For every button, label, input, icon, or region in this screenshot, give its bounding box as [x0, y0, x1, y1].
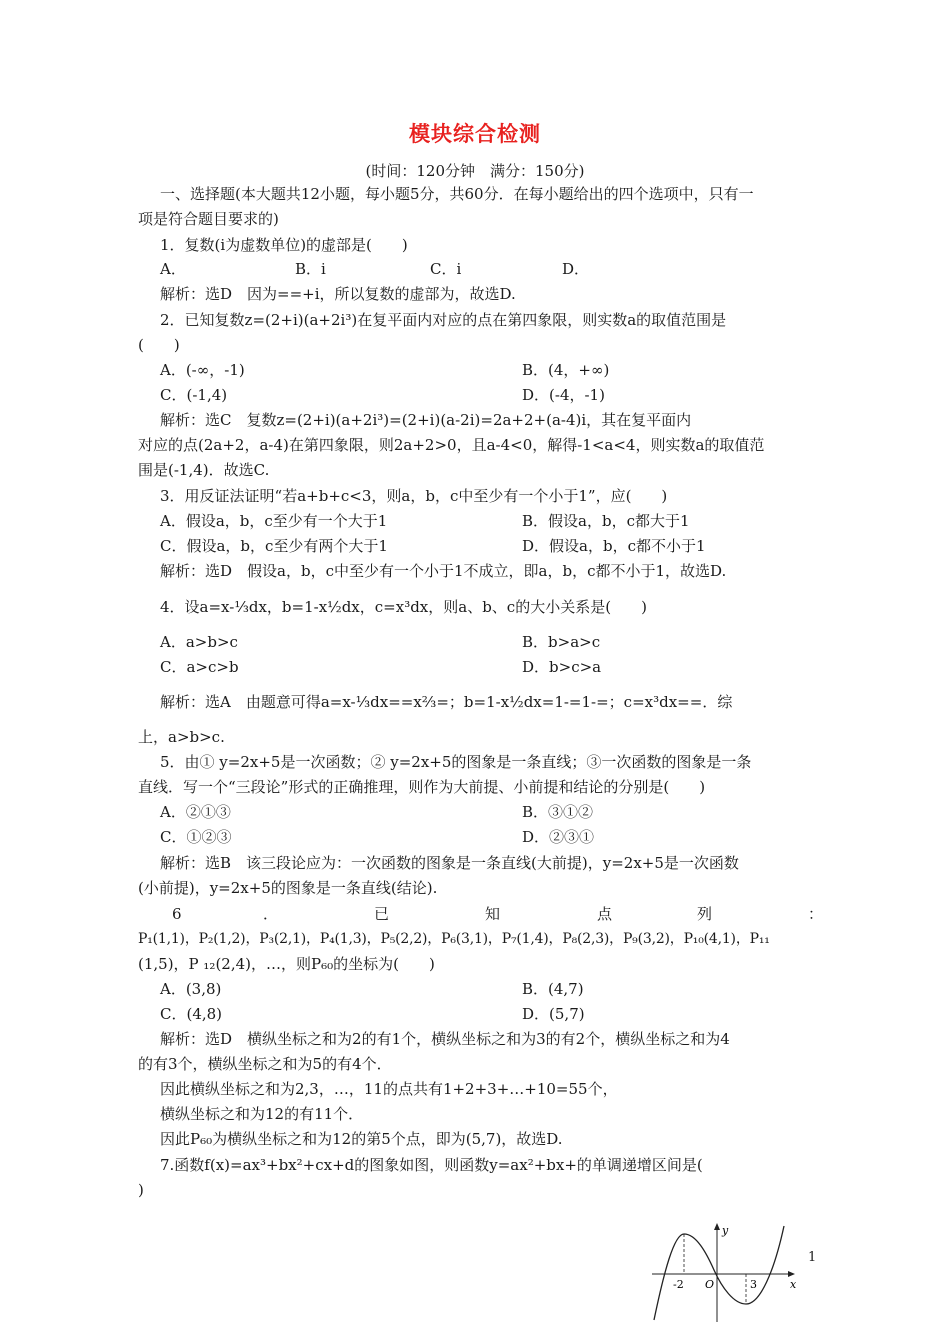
q3-stem: 3．用反证法证明“若a+b+c<3，则a，b，c中至少有一个小于1”，应( )	[160, 487, 668, 505]
q4-options-row1	[0, 632, 950, 652]
page-number: 1	[808, 1250, 817, 1265]
q3-options-row1	[0, 511, 950, 531]
q4-option-c: C．a>c>b	[160, 658, 239, 676]
q5-answer-cont: (小前提)，y=2x+5的图象是一条直线(结论).	[138, 879, 438, 897]
q6-stem-char: 已	[374, 905, 390, 923]
q5-stem-cont: 直线．写一个“三段论”形式的正确推理，则作为大前提、小前提和结论的分别是( )	[138, 778, 706, 796]
q6-answer-line5: 因此P₆₀为横纵坐标之和为12的第5个点，即为(5,7)，故选D.	[160, 1130, 563, 1148]
q4-option-d: D．b>c>a	[522, 658, 602, 676]
cubic-function-graph	[650, 1222, 800, 1327]
q5-stem: 5．由① y=2x+5是一次函数；② y=2x+5的图象是一条直线；③一次函数的图象是一条	[160, 753, 752, 771]
q5-options-row2	[0, 827, 950, 847]
q4-option-a: A．a>b>c	[160, 633, 238, 651]
q2-option-c: C．(-1,4)	[160, 386, 228, 404]
q4-options-row2	[0, 657, 950, 677]
q6-stem-justified	[0, 904, 950, 924]
q6-answer-cont: 的有3个，横纵坐标之和为5的有4个．	[138, 1055, 392, 1073]
origin-label: O	[705, 1278, 715, 1291]
q6-answer-line4: 横纵坐标之和为12的有11个．	[160, 1105, 364, 1123]
exam-info: (时间：120分钟 满分：150分)	[365, 162, 585, 180]
q1-option-a: A．	[160, 260, 186, 278]
tick-label-3: 3	[750, 1278, 757, 1291]
q6-stem-colon: ：	[808, 905, 824, 923]
q5-options-row1	[0, 802, 950, 822]
q4-answer-cont: 上，a>b>c.	[138, 728, 225, 746]
q6-stem-char: 知	[485, 905, 501, 923]
q2-option-d: D．(-4，-1)	[522, 386, 605, 404]
section-heading-cont: 项是符合题目要求的)	[138, 210, 279, 228]
q6-option-b: B．(4,7)	[522, 980, 584, 998]
q6-option-c: C．(4,8)	[160, 1005, 223, 1023]
q6-options-row1	[0, 979, 950, 999]
q6-stem-char: 列	[697, 905, 713, 923]
q2-stem: 2．已知复数z=(2+i)(a+2i³)在复平面内对应的点在第四象限，则实数a的取值范围是	[160, 311, 727, 329]
q4-option-b: B．b>a>c	[522, 633, 601, 651]
q3-option-a: A．假设a，b，c至少有一个大于1	[160, 512, 388, 530]
q6-stem-char: 点	[597, 905, 613, 923]
q5-answer: 解析：选B 该三段论应为：一次函数的图象是一条直线(大前提)，y=2x+5是一次函数	[160, 854, 739, 872]
q6-option-d: D．(5,7)	[522, 1005, 585, 1023]
tick-label-neg2: -2	[673, 1278, 684, 1291]
q2-options-row1	[0, 360, 950, 380]
q2-answer: 解析：选C 复数z=(2+i)(a+2i³)=(2+i)(a-2i)=2a+2+(a-4)i，其在复平面内	[160, 411, 692, 429]
q5-option-b: B．③①②	[522, 803, 594, 821]
x-axis-arrow	[788, 1271, 795, 1277]
section-heading: 一、选择题(本大题共12小题，每小题5分，共60分．在每小题给出的四个选项中，只有一	[160, 185, 754, 203]
q3-option-c: C．假设a，b，c至少有两个大于1	[160, 537, 388, 555]
page-title: 模块综合检测	[409, 121, 541, 146]
y-axis-arrow	[714, 1223, 720, 1230]
q6-option-a: A．(3,8)	[160, 980, 222, 998]
q2-answer-end: 围是(-1,4)．故选C.	[138, 461, 270, 479]
q1-options	[0, 259, 950, 279]
q6-stem-dot: ．	[263, 905, 279, 923]
q5-option-a: A．②①③	[160, 803, 231, 821]
q4-stem: 4．设a=x-⅓dx，b=1-x½dx，c=x³dx，则a、b、c的大小关系是( )	[160, 598, 647, 616]
q6-stem-number: 6	[172, 905, 182, 923]
q3-options-row2	[0, 536, 950, 556]
q3-answer: 解析：选D 假设a，b，c中至少有一个小于1不成立，即a，b，c都不小于1，故选D.	[160, 562, 727, 580]
q6-stem-cont: (1,5)，P ₁₂(2,4)，…，则P₆₀的坐标为( )	[138, 955, 435, 973]
q4-answer: 解析：选A 由题意可得a=x-⅓dx==x⅔=；b=1-x½dx=1-=1-=；c=x³dx==．综	[160, 693, 733, 711]
q6-answer-line3: 因此横纵坐标之和为2,3，…，11的点共有1+2+3+…+10=55个，	[160, 1080, 618, 1098]
q1-stem: 1．复数(i为虚数单位)的虚部是( )	[160, 236, 408, 254]
q5-option-d: D．②③①	[522, 828, 595, 846]
q1-answer: 解析：选D 因为==+i，所以复数的虚部为，故选D.	[160, 285, 516, 303]
q2-options-row2	[0, 385, 950, 405]
q1-option-b: B．i	[295, 260, 326, 278]
q6-point-list: P₁(1,1)，P₂(1,2)，P₃(2,1)，P₄(1,3)，P₅(2,2)，P₆(3,1)，P₇(1,4)，P₈(2,3)，P₉(3,2)，P₁₀(4,1)，P₁₁	[138, 931, 770, 947]
cubic-curve	[654, 1226, 784, 1320]
q6-answer: 解析：选D 横纵坐标之和为2的有1个，横纵坐标之和为3的有2个，横纵坐标之和为4	[160, 1030, 730, 1048]
q2-option-a: A．(-∞，-1)	[160, 361, 245, 379]
q2-answer-cont: 对应的点(2a+2，a-4)在第四象限，则2a+2>0，且a-4<0，解得-1<a<4，则实数a的取值范	[138, 436, 765, 454]
q3-option-d: D．假设a，b，c都不小于1	[522, 537, 706, 555]
q2-option-b: B．(4，+∞)	[522, 361, 610, 379]
q5-option-c: C．①②③	[160, 828, 232, 846]
q2-stem-cont: ( )	[138, 336, 180, 354]
q6-options-row2	[0, 1004, 950, 1024]
q1-option-c: C．i	[430, 260, 462, 278]
q1-option-d: D．	[562, 260, 590, 278]
x-axis-label: x	[790, 1278, 797, 1291]
q7-stem: 7.函数f(x)=ax³+bx²+cx+d的图象如图，则函数y=ax²+bx+的单调递增区间是(	[160, 1156, 703, 1174]
q7-stem-cont: )	[138, 1181, 144, 1199]
q3-option-b: B．假设a，b，c都大于1	[522, 512, 690, 530]
y-axis-label: y	[722, 1224, 729, 1237]
